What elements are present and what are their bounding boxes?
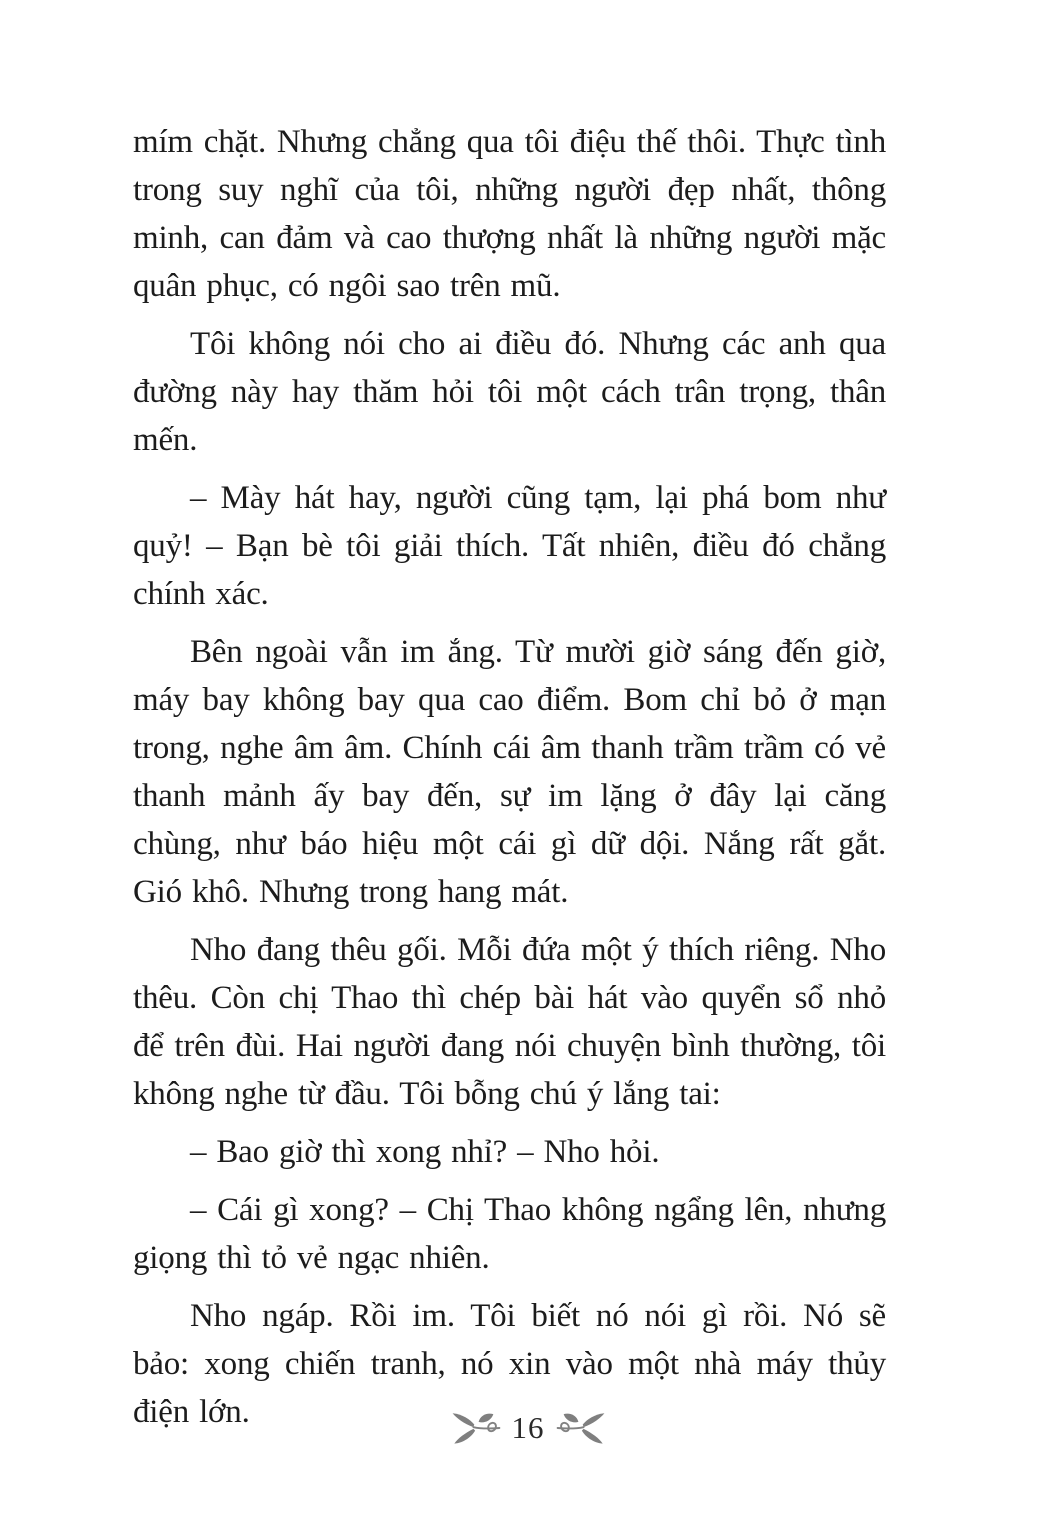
page-footer: [0, 1408, 1056, 1448]
leaf-fleuron-right-icon: [555, 1410, 607, 1446]
paragraph: Nho ngáp. Rồi im. Tôi biết nó nói gì rồi. Nó sẽ bảo: xong chiến tranh, nó xin vào một nhà máy thủy điện lớn.: [133, 1298, 886, 1430]
paragraph: Bên ngoài vẫn im ắng. Từ mười giờ sáng đến giờ, máy bay không bay qua cao điểm. Bom chỉ bỏ ở mạn trong, nghe âm âm. Chính cái âm thanh trầm trầm có vẻ thanh mảnh ấy bay đến, sự im lặng ở đây lại căng chùng, như báo hiệu một cái gì dữ dội. Nắng rất gắt. Gió khô. Nhưng trong hang mát.: [133, 634, 886, 910]
paragraph: – Cái gì xong? – Chị Thao không ngẩng lên, nhưng giọng thì tỏ vẻ ngạc nhiên.: [133, 1192, 886, 1276]
paragraph: – Bao giờ thì xong nhỉ? – Nho hỏi.: [190, 1134, 660, 1170]
paragraph: – Mày hát hay, người cũng tạm, lại phá bom như quỷ! – Bạn bè tôi giải thích. Tất nhiên, điều đó chẳng chính xác.: [133, 480, 886, 612]
page-number: 16: [511, 1410, 545, 1445]
paragraph: Tôi không nói cho ai điều đó. Nhưng các anh qua đường này hay thăm hỏi tôi một cách trân trọng, thân mến.: [133, 326, 886, 458]
paragraph: mím chặt. Nhưng chẳng qua tôi điệu thế thôi. Thực tình trong suy nghĩ của tôi, những người đẹp nhất, thông minh, can đảm và cao thượng nhất là những người mặc quân phục, có ngôi sao trên mũ.: [133, 124, 886, 304]
paragraph: Nho đang thêu gối. Mỗi đứa một ý thích riêng. Nho thêu. Còn chị Thao thì chép bài hát vào quyển sổ nhỏ để trên đùi. Hai người đang nói chuyện bình thường, tôi không nghe từ đầu. Tôi bỗng chú ý lắng tai:: [133, 932, 886, 1112]
text-block: [133, 118, 886, 1446]
leaf-fleuron-left-icon: [450, 1410, 502, 1446]
